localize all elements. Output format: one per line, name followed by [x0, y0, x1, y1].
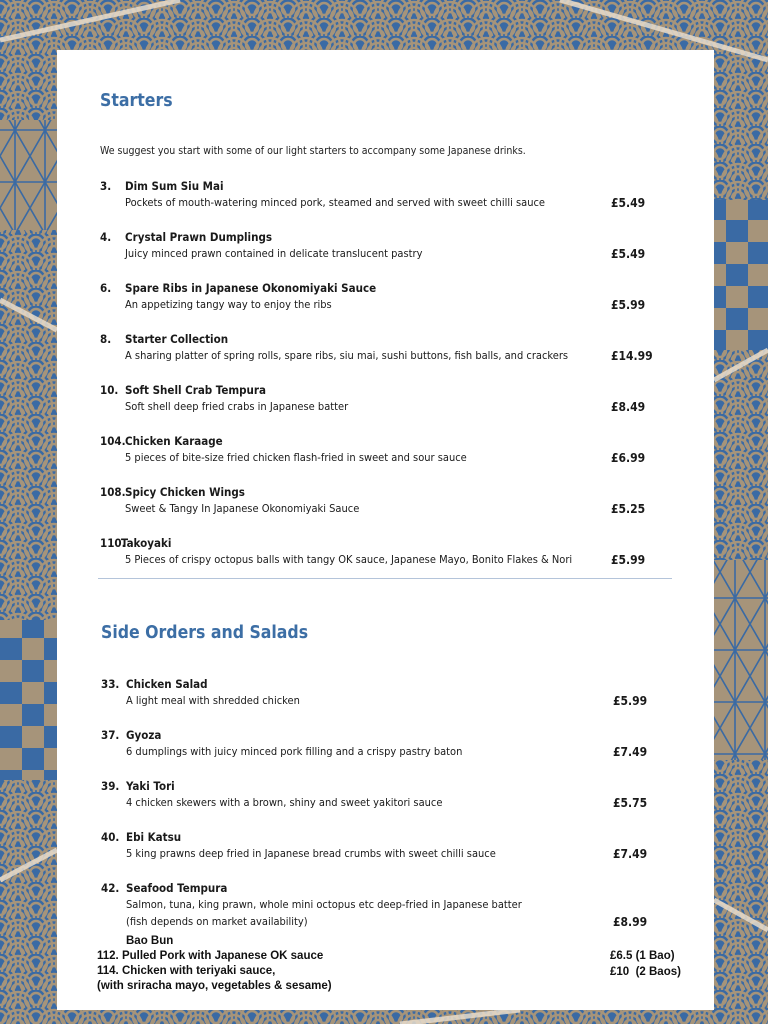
- menu-item: [0, 779, 768, 823]
- bao-item-pulled-pork: 112. Pulled Pork with Japanese OK sauce: [97, 950, 324, 962]
- item-number: 33.: [101, 677, 120, 691]
- item-name: Yaki Tori: [126, 779, 175, 793]
- item-number: 3.: [100, 179, 112, 193]
- item-name: Soft Shell Crab Tempura: [125, 383, 266, 397]
- menu-item: [0, 230, 768, 274]
- item-name: Chicken Karaage: [125, 434, 223, 448]
- item-description: 5 Pieces of crispy octopus balls with tangy OK sauce, Japanese Mayo, Bonito Flakes & Nori: [125, 553, 573, 566]
- item-description: Pockets of mouth-watering minced pork, steamed and served with sweet chilli sauce: [125, 196, 545, 209]
- item-name: Ebi Katsu: [126, 830, 182, 844]
- menu-item: [0, 830, 768, 874]
- item-price: £5.99: [611, 298, 646, 312]
- sides-heading: Side Orders and Salads: [101, 623, 309, 643]
- bao-bun-heading: Bao Bun: [126, 935, 174, 947]
- menu-item: [0, 179, 768, 223]
- section-divider: [98, 578, 672, 579]
- item-description: Juicy minced prawn contained in delicate translucent pastry: [125, 247, 423, 260]
- item-description: An appetizing tangy way to enjoy the ribs: [125, 298, 332, 311]
- item-description: Sweet & Tangy In Japanese Okonomiyaki Sauce: [125, 502, 360, 515]
- item-name: Crystal Prawn Dumplings: [125, 230, 273, 244]
- menu-item: [0, 434, 768, 478]
- item-description: 6 dumplings with juicy minced pork filling and a crispy pastry baton: [126, 745, 463, 758]
- item-number: 104.: [100, 434, 126, 448]
- item-name: Chicken Salad: [126, 677, 208, 691]
- item-number: 42.: [101, 881, 120, 895]
- bao-price-double: £10 (2 Baos): [610, 966, 681, 978]
- item-description-note: (fish depends on market availability): [126, 915, 308, 928]
- item-name: Dim Sum Siu Mai: [125, 179, 224, 193]
- item-description: 5 king prawns deep fried in Japanese bread crumbs with sweet chilli sauce: [126, 847, 496, 860]
- item-description: 5 pieces of bite-size fried chicken flash-fried in sweet and sour sauce: [125, 451, 467, 464]
- item-price: £7.49: [613, 847, 648, 861]
- item-number: 39.: [101, 779, 120, 793]
- menu-item: [0, 881, 768, 931]
- item-price: £6.99: [611, 451, 646, 465]
- item-number: 110.: [100, 536, 126, 550]
- item-name: Takoyaki: [121, 536, 172, 550]
- bao-price-single: £6.5 (1 Bao): [610, 950, 675, 962]
- bao-item-chicken-teriyaki: 114. Chicken with teriyaki sauce,: [97, 965, 276, 977]
- item-description: A sharing platter of spring rolls, spare ribs, siu mai, sushi buttons, fish balls, and crackers: [125, 349, 569, 362]
- item-price: £5.25: [611, 502, 646, 516]
- item-description: Soft shell deep fried crabs in Japanese batter: [125, 400, 349, 413]
- item-price: £8.49: [611, 400, 646, 414]
- starters-intro: We suggest you start with some of our light starters to accompany some Japanese drinks.: [100, 145, 526, 157]
- item-description: Salmon, tuna, king prawn, whole mini octopus etc deep-fried in Japanese batter: [126, 898, 522, 911]
- item-name: Seafood Tempura: [126, 881, 228, 895]
- item-description: 4 chicken skewers with a brown, shiny and sweet yakitori sauce: [126, 796, 443, 809]
- menu-item: [0, 536, 768, 580]
- item-price: £5.99: [611, 553, 646, 567]
- item-number: 6.: [100, 281, 112, 295]
- menu-item: [0, 677, 768, 721]
- menu-item: [0, 332, 768, 376]
- starters-heading: Starters: [100, 91, 173, 111]
- item-price: £5.49: [611, 196, 646, 210]
- menu-item: [0, 728, 768, 772]
- menu-item: [0, 281, 768, 325]
- item-name: Gyoza: [126, 728, 162, 742]
- item-price: £5.75: [613, 796, 648, 810]
- item-description: A light meal with shredded chicken: [126, 694, 300, 707]
- item-number: 37.: [101, 728, 120, 742]
- item-number: 8.: [100, 332, 112, 346]
- menu-item: [0, 383, 768, 427]
- bao-item-note: (with sriracha mayo, vegetables & sesame): [97, 980, 332, 992]
- menu-item: [0, 485, 768, 529]
- item-number: 40.: [101, 830, 120, 844]
- item-number: 108.: [100, 485, 126, 499]
- item-number: 10.: [100, 383, 119, 397]
- item-name: Spicy Chicken Wings: [125, 485, 245, 499]
- item-name: Starter Collection: [125, 332, 229, 346]
- item-price: £7.49: [613, 745, 648, 759]
- item-price: £5.99: [613, 694, 648, 708]
- item-price: £5.49: [611, 247, 646, 261]
- item-name: Spare Ribs in Japanese Okonomiyaki Sauce: [125, 281, 377, 295]
- item-price: £8.99: [613, 915, 648, 929]
- item-number: 4.: [100, 230, 112, 244]
- item-price: £14.99: [611, 349, 653, 363]
